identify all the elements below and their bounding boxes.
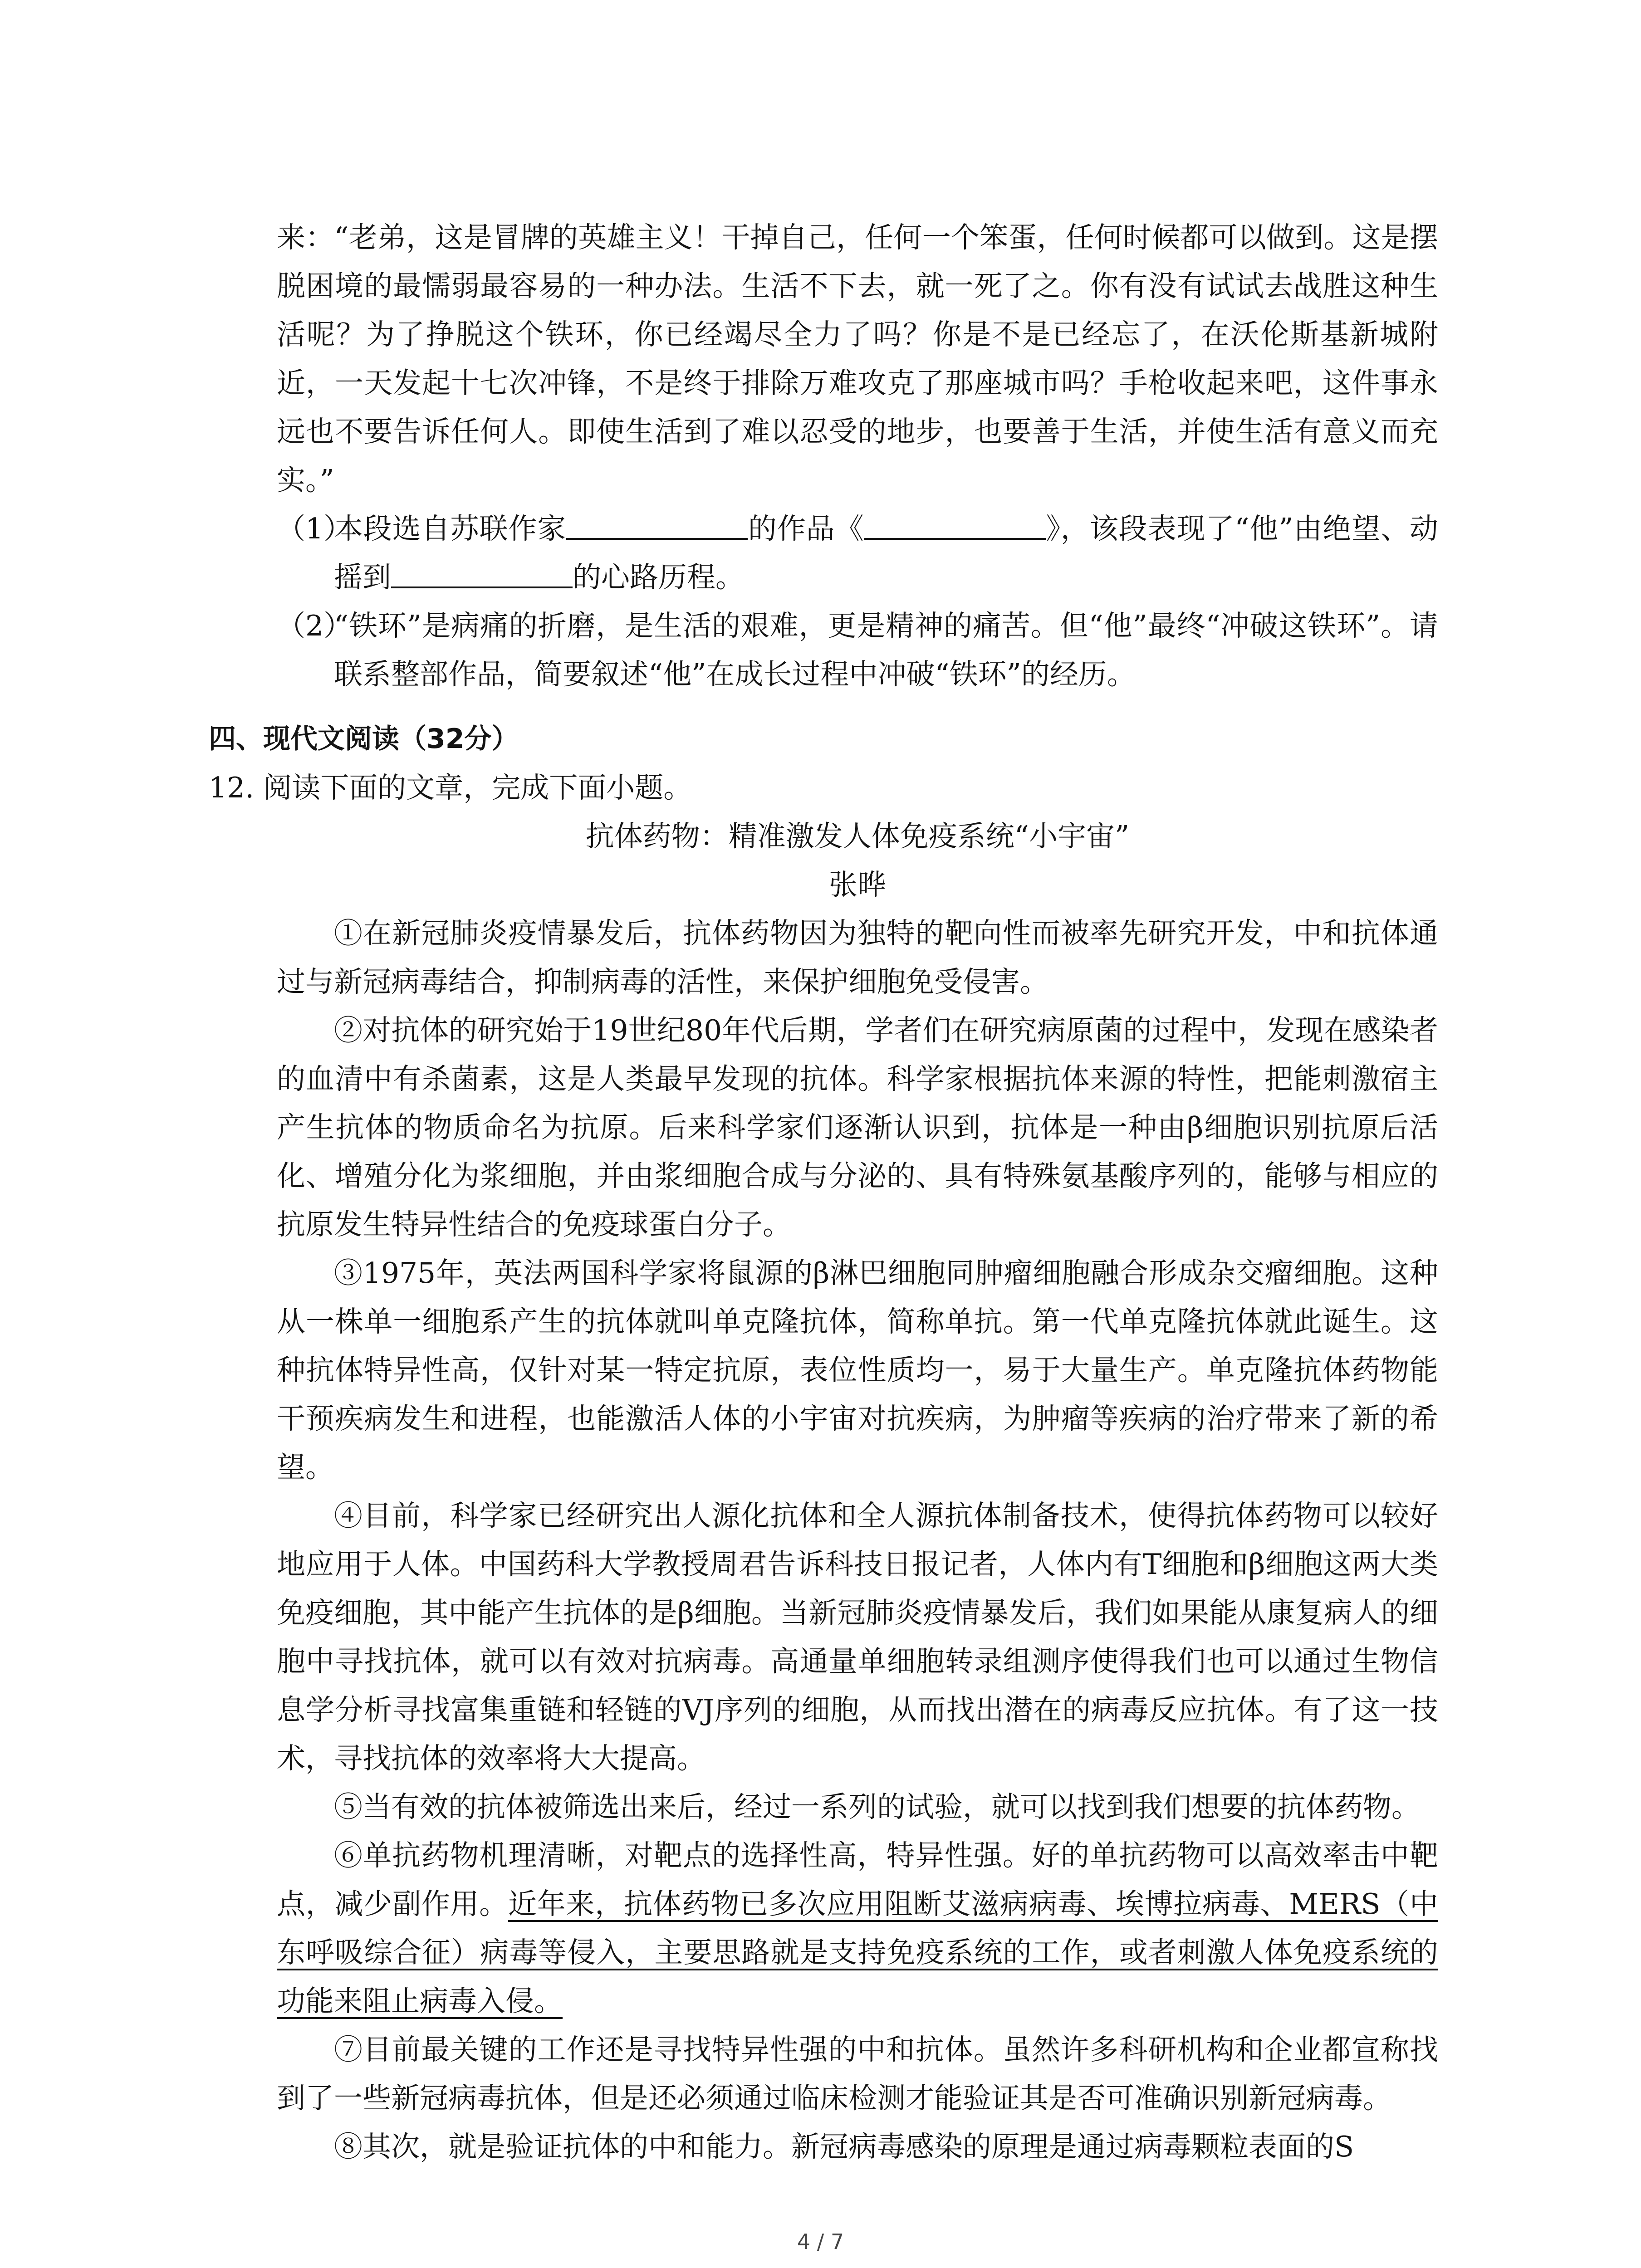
article-paragraph-7: ⑦目前最关键的工作还是寻找特异性强的中和抗体。虽然许多科研机构和企业都宣称找到了一些新冠病毒抗体，但是还必须通过临床检测才能验证其是否可准确识别新冠病毒。 bbox=[277, 2033, 1438, 2115]
question-1-text-b: 的作品《 bbox=[748, 512, 864, 545]
question-12-prompt bbox=[209, 763, 1438, 812]
blank-author[interactable] bbox=[566, 512, 748, 540]
question-2-number: （2） bbox=[277, 609, 353, 642]
article-paragraph-8: ⑧其次，就是验证抗体的中和能力。新冠病毒感染的原理是通过病毒颗粒表面的S bbox=[334, 2130, 1354, 2163]
question-1-text-c: 》，该段表现了“他”由绝望、动摇到 bbox=[334, 512, 1438, 594]
question-12-text: 阅读下面的文章，完成下面小题。 bbox=[263, 771, 692, 804]
article-paragraph-5: ⑤当有效的抗体被筛选出来后，经过一系列的试验，就可以找到我们想要的抗体药物。 bbox=[334, 1790, 1420, 1823]
blank-work-title[interactable] bbox=[864, 512, 1046, 540]
question-1-text-d: 的心路历程。 bbox=[573, 561, 744, 594]
article-paragraph-2: ②对抗体的研究始于19世纪80年代后期，学者们在研究病原菌的过程中，发现在感染者的血清中有杀菌素，这是人类最早发现的抗体。科学家根据抗体来源的特性，把能刺激宿主产生抗体的物质命名为抗原。后来科学家们逐渐认识到，抗体是一种由β细胞识别抗原后活化、增殖分化为浆细胞，并由浆细胞合成与分泌的、具有特殊氨基酸序列的，能够与相应的抗原发生特异性结合的免疫球蛋白分子。 bbox=[277, 1014, 1438, 1241]
article-paragraph-1: ①在新冠肺炎疫情暴发后，抗体药物因为独特的靶向性而被率先研究开发，中和抗体通过与新冠病毒结合，抑制病毒的活性，来保护细胞免受侵害。 bbox=[277, 917, 1438, 998]
story-excerpt: 来：“老弟，这是冒牌的英雄主义！干掉自己，任何一个笨蛋，任何时候都可以做到。这是摆脱困境的最懦弱最容易的一种办法。生活不下去，就一死了之。你有没有试试去战胜这种生活呢？为了挣脱这个铁环，你已经竭尽全力了吗？你是不是已经忘了，在沃伦斯基新城附近，一天发起十七次冲锋，不是终于排除万难攻克了那座城市吗？手枪收起来吧，这件事永远也不要告诉任何人。即使生活到了难以忍受的地步，也要善于生活，并使生活有意义而充实。” bbox=[277, 221, 1438, 497]
question-2 bbox=[277, 601, 1438, 699]
question-1 bbox=[277, 504, 1438, 601]
article-paragraph-3: ③1975年，英法两国科学家将鼠源的β淋巴细胞同肿瘤细胞融合形成杂交瘤细胞。这种从一株单一细胞系产生的抗体就叫单克隆抗体，简称单抗。第一代单克隆抗体就此诞生。这种抗体特异性高，仅针对某一特定抗原，表位性质均一，易于大量生产。单克隆抗体药物能干预疾病发生和进程，也能激活人体的小宇宙对抗疾病，为肿瘤等疾病的治疗带来了新的希望。 bbox=[277, 1256, 1438, 1484]
article-title: 抗体药物：精准激发人体免疫系统“小宇宙” bbox=[585, 820, 1130, 853]
question-1-text-a: 本段选自苏联作家 bbox=[334, 512, 567, 545]
article-paragraph-6 bbox=[277, 1831, 1438, 2025]
question-12-number: 12. bbox=[209, 771, 264, 804]
article-author: 张晔 bbox=[829, 868, 886, 901]
article-paragraph-4: ④目前，科学家已经研究出人源化抗体和全人源抗体制备技术，使得抗体药物可以较好地应用于人体。中国药科大学教授周君告诉科技日报记者，人体内有T细胞和β细胞这两大类免疫细胞，其中能产生抗体的是β细胞。当新冠肺炎疫情暴发后，我们如果能从康复病人的细胞中寻找抗体，就可以有效对抗病毒。高通量单细胞转录组测序使得我们也可以通过生物信息学分析寻找富集重链和轻链的VJ序列的细胞，从而找出潜在的病毒反应抗体。有了这一技术，寻找抗体的效率将大大提高。 bbox=[277, 1499, 1438, 1775]
question-2-text: “铁环”是病痛的折磨，是生活的艰难，更是精神的痛苦。但“他”最终“冲破这铁环”。请联系整部作品，简要叙述“他”在成长过程中冲破“铁环”的经历。 bbox=[334, 609, 1438, 691]
article-paragraph-6-plain: ⑥单抗药物机理清晰，对靶点的选择性高，特异性强。好的单抗药物可以高效率击中靶点，减少副作用。 bbox=[277, 1839, 1438, 1921]
page-number: 4 / 7 bbox=[797, 2229, 844, 2254]
question-1-number: （1） bbox=[277, 512, 353, 545]
page-content bbox=[209, 213, 1439, 2171]
blank-journey[interactable] bbox=[391, 561, 573, 588]
article-paragraph-6-underlined: 近年来，抗体药物已多次应用阻断艾滋病病毒、埃博拉病毒、MERS（中东呼吸综合征）病毒等侵入，主要思路就是支持免疫系统的工作，或者刺激人体免疫系统的功能来阻止病毒入侵。 bbox=[277, 1887, 1439, 2018]
section-heading: 四、现代文阅读（32分） bbox=[209, 723, 519, 755]
